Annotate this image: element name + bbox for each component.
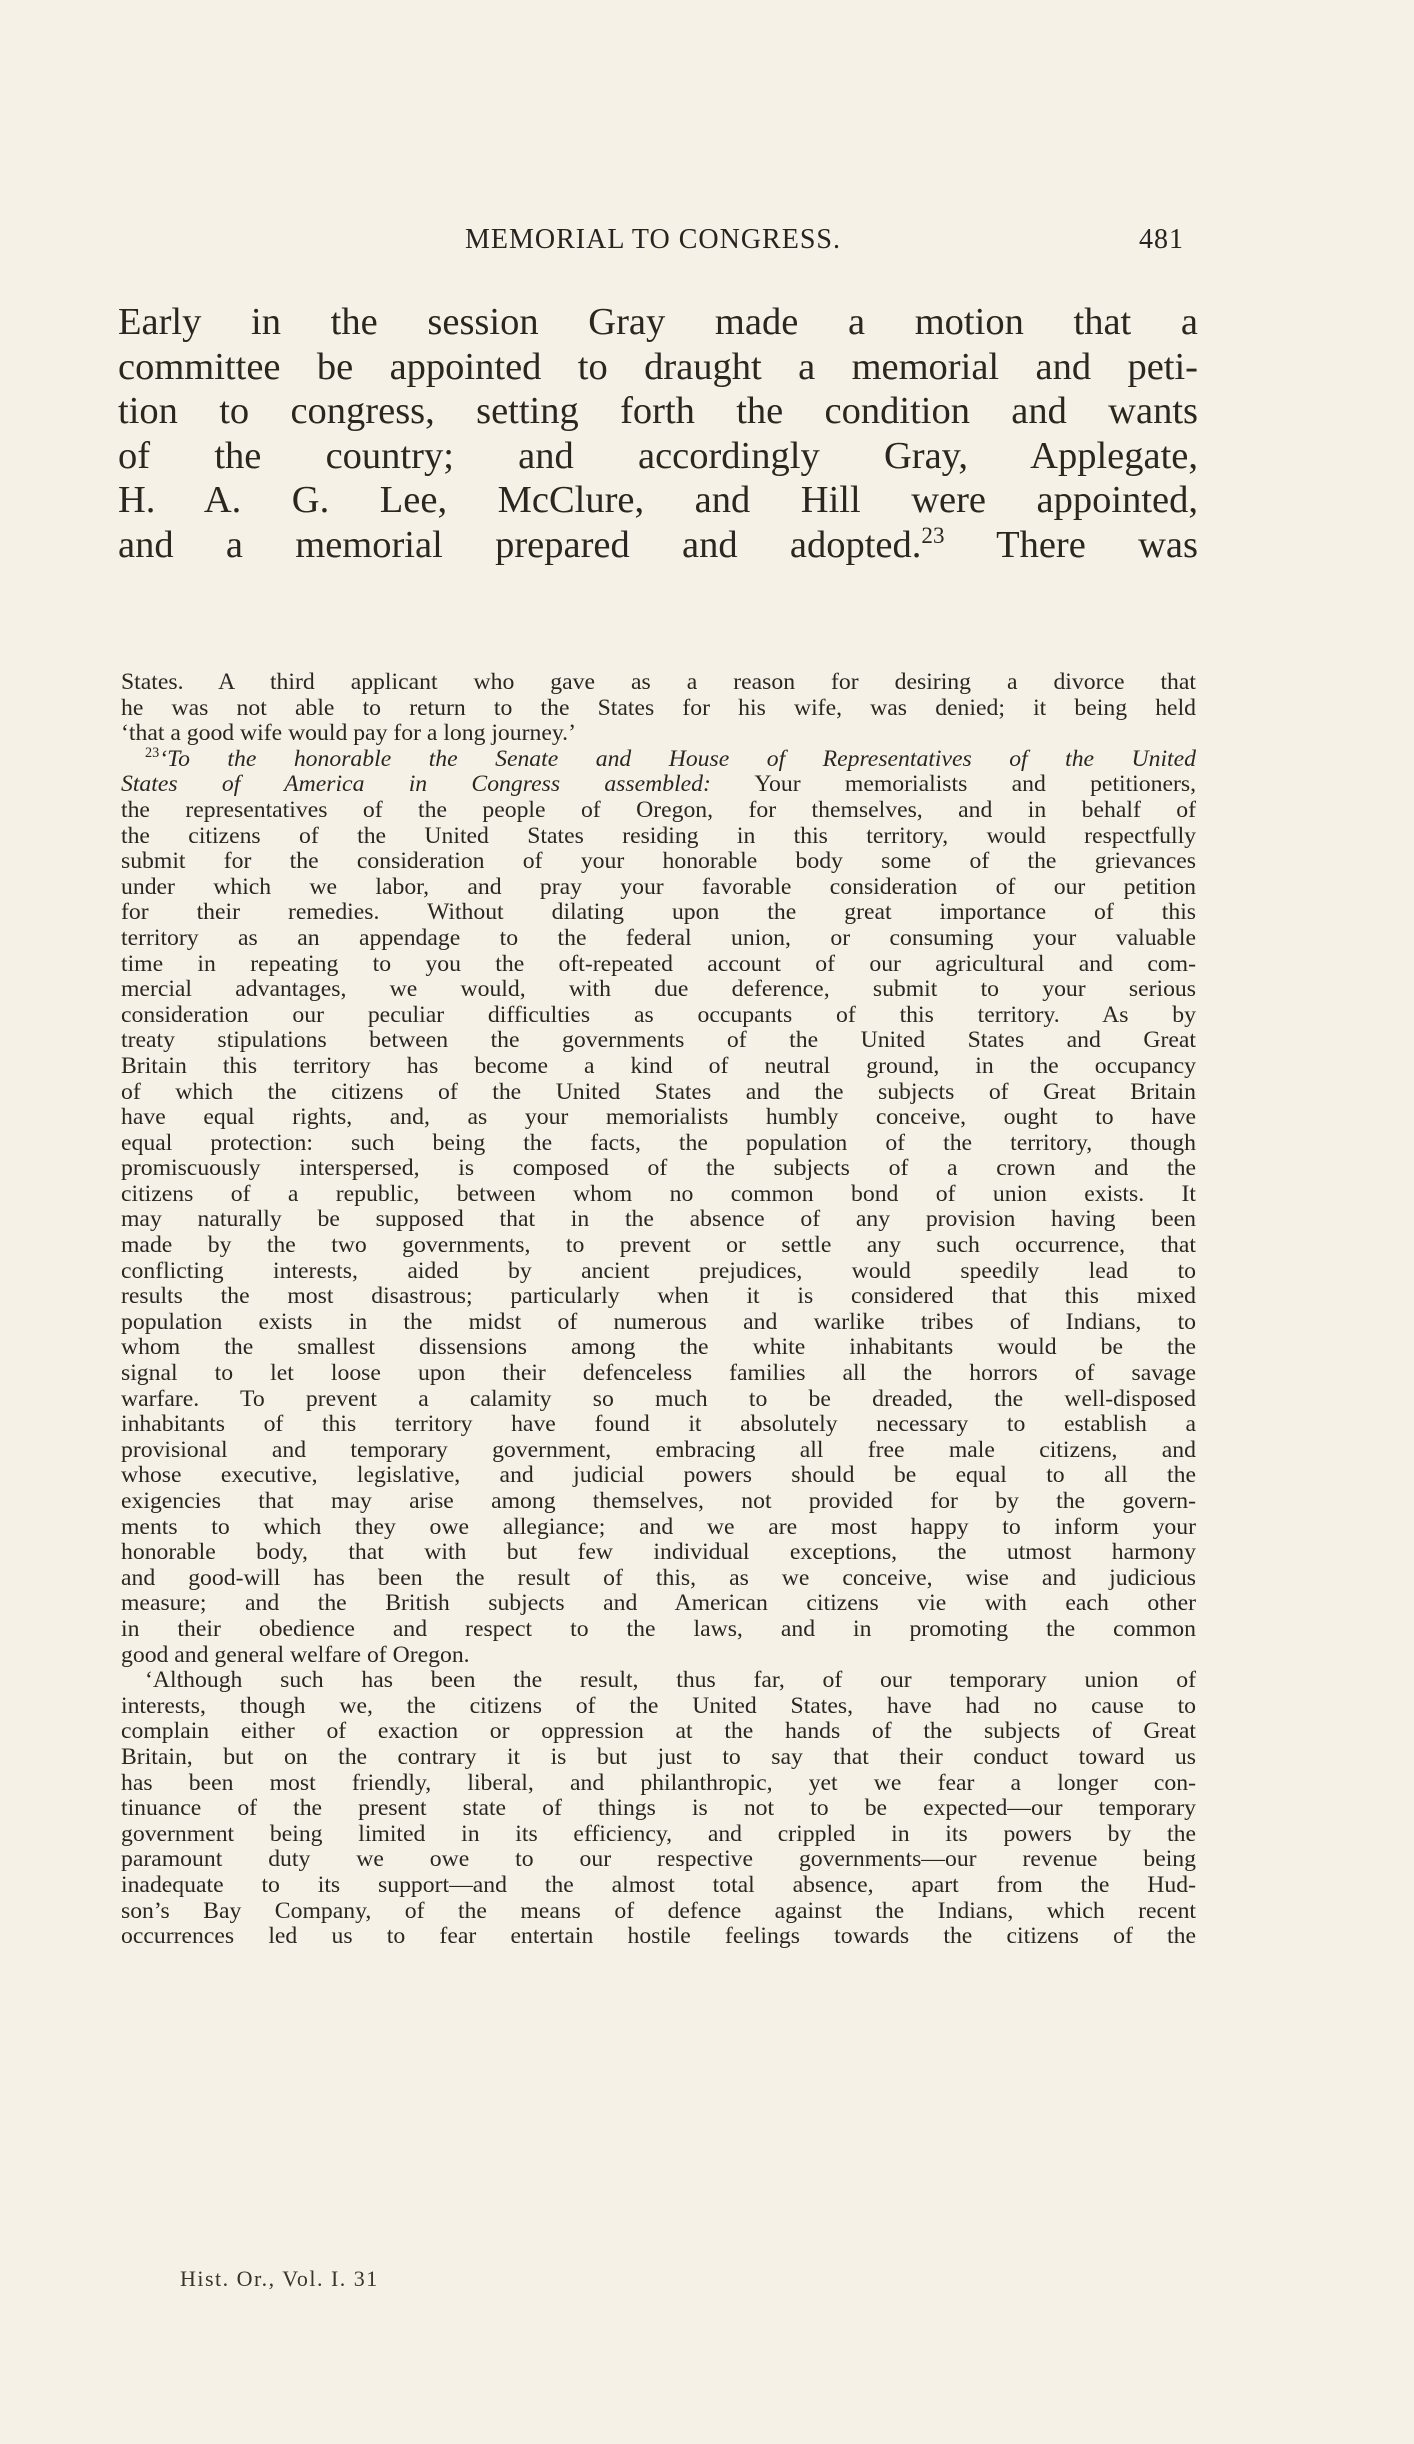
footnote-line: may naturally be supposed that in the absence of any provision having been [121,1206,1196,1233]
footnote-line: complain either of exaction or oppression at the hands of the subjects of Great [121,1718,1196,1745]
footnote-line: whose executive, legislative, and judicial powers should be equal to all the [121,1462,1196,1489]
footnote-line: measure; and the British subjects and American citizens vie with each other [121,1590,1196,1617]
footnote-line: consideration our peculiar difficulties as occupants of this territory. As by [121,1001,1196,1028]
main-text [118,300,1198,567]
footnote-line: results the most disastrous; particularly when it is considered that this mixed [121,1283,1196,1310]
footnote-line: son’s Bay Company, of the means of defence against the Indians, which recent [121,1897,1196,1924]
footnote-line: ‘that a good wife would pay for a long journey.’ [121,720,576,747]
footnote-line: inhabitants of this territory have found it absolutely necessary to establish a [121,1411,1196,1438]
footnote-line: territory as an appendage to the federal union, or consuming your valuable [121,924,1196,951]
footnote-line: citizens of a republic, between whom no common bond of union exists. It [121,1180,1196,1207]
footnote-23-first-line [121,744,1196,773]
footnote-23-second-line [121,772,1196,798]
address-italic: States of America in Congress assembled: [121,771,711,798]
main-text-line: of the country; and accordingly Gray, Applegate, [118,434,1198,477]
footnote-line: made by the two governments, to prevent or settle any such occurrence, that [121,1232,1196,1259]
footnote-line: ments to which they owe allegiance; and we are most happy to inform your [121,1513,1196,1540]
footnote-line: provisional and temporary government, embracing all free male citizens, and [121,1436,1196,1463]
footnote-line: tinuance of the present state of things is not to be expected—our temporary [121,1795,1196,1822]
footnote-line: exigencies that may arise among themselves, not provided for by the govern- [121,1488,1196,1514]
footnote-line: good and general welfare of Oregon. [121,1641,470,1668]
running-head [118,224,1188,264]
footnote-line: of which the citizens of the United States and the subjects of Great Britain [121,1078,1196,1105]
footnote-line: promiscuously interspersed, is composed of the subjects of a crown and the [121,1155,1196,1182]
footnote-line: submit for the consideration of your honorable body some of the grievances [121,848,1196,875]
footnote-line: interests, though we, the citizens of the United States, have had no cause to [121,1692,1196,1719]
footnote-line: he was not able to return to the States for his wife, was denied; it being held [121,694,1196,721]
footnote-line: treaty stipulations between the governments of the United States and Great [121,1027,1196,1054]
main-text-line: tion to congress, setting forth the condition and wants [118,390,1198,432]
main-text-line: and a memorial prepared and adopted. [118,523,922,566]
footnote-line: signal to let loose upon their defenceless families all the horrors of savage [121,1360,1196,1387]
main-text-line-tail: There was [996,523,1199,566]
footnote-line: warfare. To prevent a calamity so much to be dreaded, the well-disposed [121,1385,1196,1412]
footnote-line: have equal rights, and, as your memorialists humbly conceive, ought to have [121,1104,1196,1131]
main-text-line: H. A. G. Lee, McClure, and Hill were appointed, [118,479,1198,521]
footnote-line: under which we labor, and pray your favorable consideration of our petition [121,873,1196,900]
footnote-line: the representatives of the people of Oregon, for themselves, and in behalf of [121,796,1196,823]
signature-mark: Hist. Or., Vol. I. 31 [180,2266,379,2291]
footnotes [121,670,1196,1950]
running-head-title: MEMORIAL TO CONGRESS. [465,224,841,255]
footnote-line: for their remedies. Without dilating upon the great importance of this [121,899,1196,926]
footnote-marker: 23 [145,744,160,761]
footnote-line: mercial advantages, we would, with due deference, submit to your serious [121,976,1196,1003]
footnote-line: honorable body, that with but few individual exceptions, the utmost harmony [121,1539,1196,1566]
footnote-line: and good-will has been the result of this, as we conceive, wise and judicious [121,1564,1196,1591]
footnote-line: Britain this territory has become a kind of neutral ground, in the occupancy [121,1052,1196,1079]
footnote-line: has been most friendly, liberal, and philanthropic, yet we fear a longer con- [121,1769,1196,1796]
footnote-line: whom the smallest dissensions among the white inhabitants would be the [121,1334,1196,1361]
footnote-line: conflicting interests, aided by ancient prejudices, would speedily lead to [121,1257,1196,1284]
footnote-line: States. A third applicant who gave as a reason for desiring a divorce that [121,669,1196,695]
footnote-line: Your memorialists and petitioners, [754,771,1196,798]
footnote-line: government being limited in its efficiency, and crippled in its powers by the [121,1820,1196,1847]
footnote-reference: 23 [921,521,945,548]
footnote-line: paramount duty we owe to our respective governments—our revenue being [121,1846,1196,1873]
footnote-line: equal protection: such being the facts, the population of the territory, though [121,1129,1196,1156]
footnote-line: inadequate to its support—and the almost total absence, apart from the Hud- [121,1871,1196,1898]
page-number: 481 [1139,224,1184,255]
footnote-line: in their obedience and respect to the laws, and in promoting the common [121,1615,1196,1642]
main-text-line: Early in the session Gray made a motion that a [118,301,1198,343]
footnote-line: Britain, but on the contrary it is but just to say that their conduct toward us [121,1743,1196,1770]
footnote-line: ‘Although such has been the result, thus far, of our temporary union of [145,1667,1196,1694]
address-italic: ‘To the honorable the Senate and House of Representatives of the United [159,745,1196,772]
footnote-line: occurrences led us to fear entertain hostile feelings towards the citizens of the [121,1923,1196,1950]
footnote-line: population exists in the midst of numerous and warlike tribes of Indians, to [121,1308,1196,1335]
main-text-line: committee be appointed to draught a memorial and peti- [118,345,1198,388]
footnote-line: time in repeating to you the oft-repeated account of our agricultural and com- [121,950,1196,977]
main-text-last-line [118,523,1198,568]
footnote-line: the citizens of the United States residing in this territory, would respectfully [121,822,1196,849]
